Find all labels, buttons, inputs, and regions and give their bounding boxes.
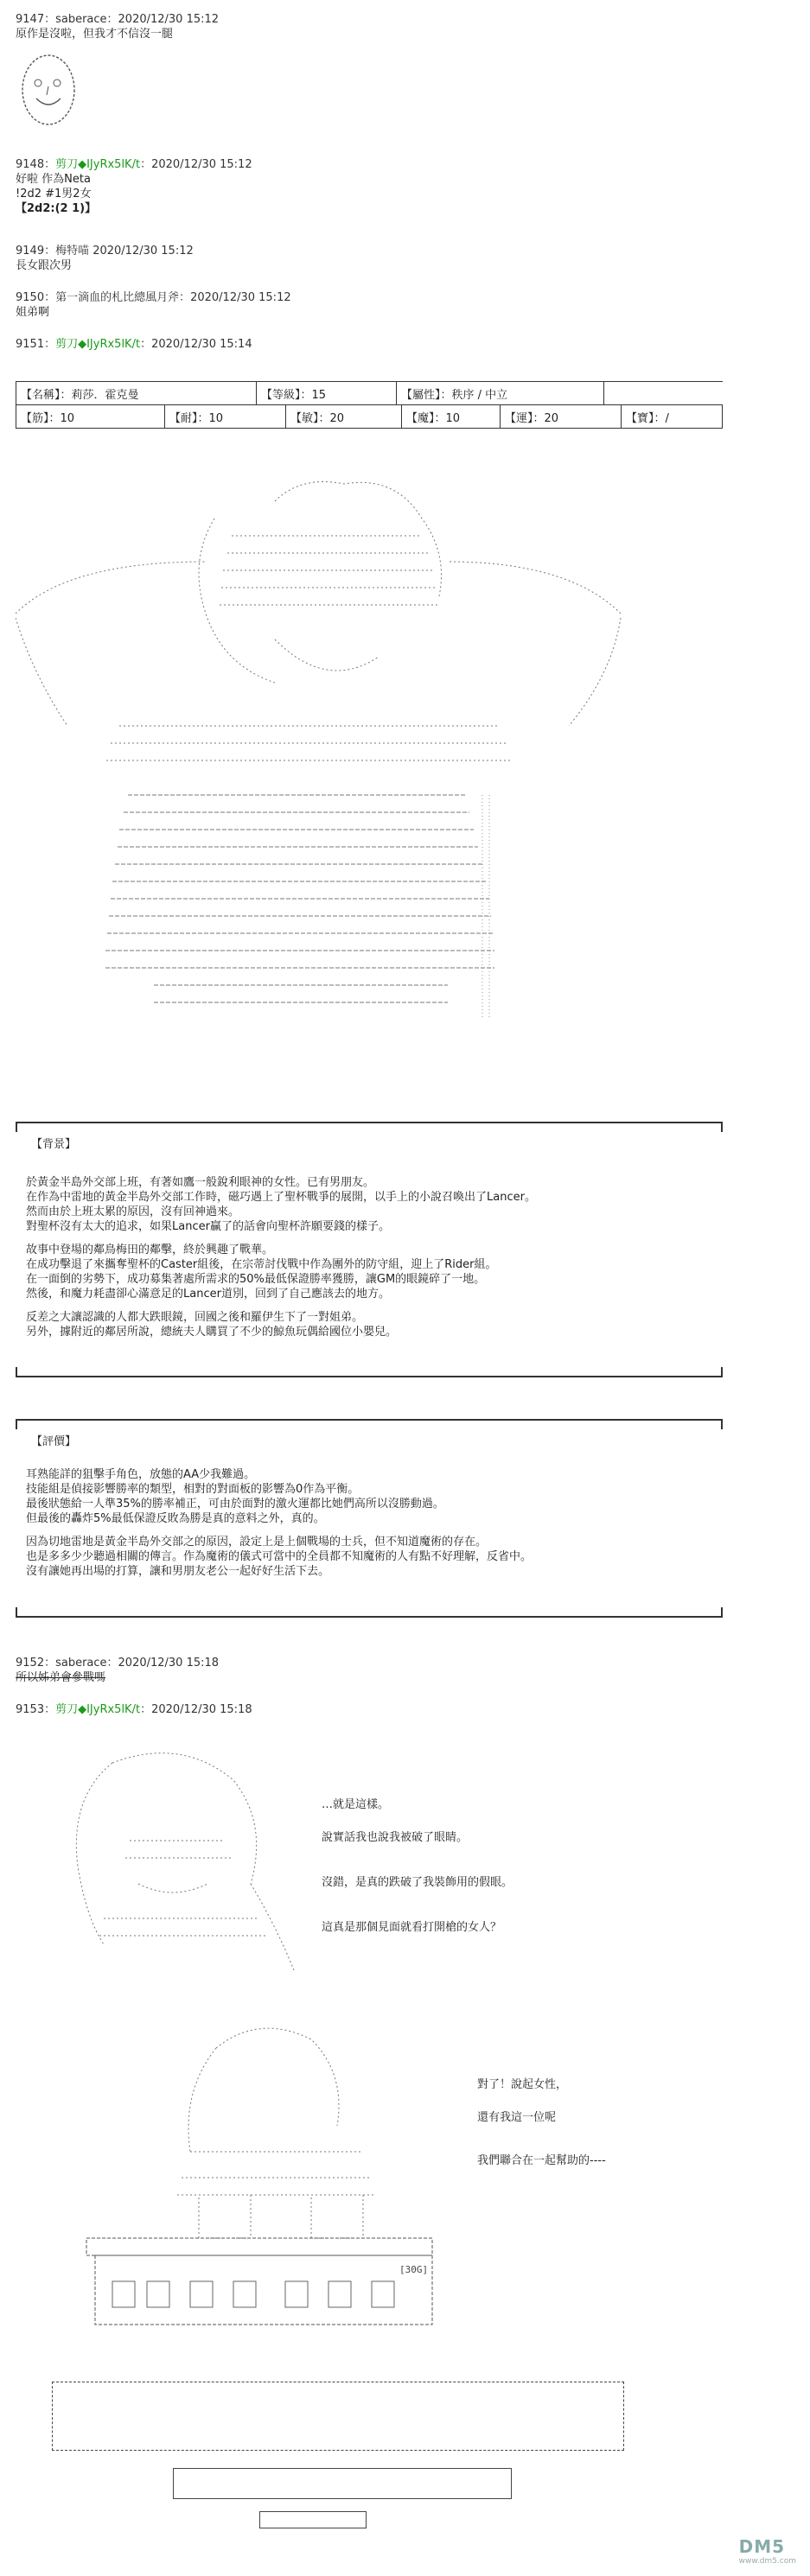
post-line: !2d2 #1男2女 (16, 188, 92, 200)
stat-alignment: 【屬性】：秩序 / 中立 (401, 389, 508, 402)
text-line: 沒有讓她再出場的打算，讓和男朋友老公一起好好生活下去。 (26, 1565, 330, 1578)
author-link[interactable]: 剪刀◆IJyRx5lK/t (55, 1703, 141, 1716)
author-link[interactable]: 剪刀◆IJyRx5lK/t (55, 158, 141, 171)
post-time: ：2020/12/30 15:14 (140, 338, 252, 351)
post-9150 (16, 290, 291, 320)
text-line: 對聖杯沒有太大的追求，如果Lancer贏了的話會向聖杯許願要錢的樣子。 (26, 1220, 390, 1233)
text-line: 但最後的轟炸5%最低保證反敗為勝是真的意料之外，真的。 (26, 1512, 325, 1525)
stat-strength: 【筋】：10 (21, 412, 75, 425)
post-line: 長女跟次男 (16, 259, 73, 272)
paragraph (26, 1535, 532, 1579)
stat-noble-phantasm: 【寶】：/ (626, 412, 669, 425)
counter-scene-art (78, 2013, 458, 2342)
text-line: 在成功擊退了來攜奪聖杯的Caster組後，在宗蒂討伐戰中作為團外的防守組，迎上了Rider組。 (26, 1258, 497, 1271)
dialog-line: 我們聯合在一起幫助的---- (477, 2154, 606, 2167)
text-line: 耳熟能詳的狙擊手角色，放態的AA少我難過。 (26, 1468, 256, 1481)
post-header (16, 1702, 252, 1717)
scene-character-art (52, 1746, 311, 1979)
stat-row-identity (16, 381, 723, 405)
character-ascii-art (16, 467, 638, 1072)
background-text (26, 1175, 536, 1348)
site-watermark (739, 2536, 796, 2566)
dialog-line: 這真是那個見面就看打開槍的女人？ (322, 1921, 502, 1934)
text-line: 於黃金半島外交部上班，有著如鷹一般銳利眼神的女性。已有男朋友。 (26, 1176, 375, 1189)
text-line: 也是多多少少聽過相關的傳言。作為魔術的儀式可當中的全員都不知魔術的人有點不好理解，反省中。 (26, 1550, 533, 1563)
paragraph (26, 1310, 536, 1339)
section-title: 【背景】 (31, 1138, 77, 1151)
post-9149 (16, 244, 194, 273)
smiling-face-art (16, 45, 80, 147)
dice-result: 【2d2:(2 1)】 (16, 202, 97, 215)
post-number: 9151： (16, 338, 56, 351)
text-line: 在一面倒的劣勢下，成功募集著處所需求的50%最低保證勝率獲勝，讓GM的眼鏡碎了一地。 (26, 1273, 486, 1286)
dialog-line: …就是這樣。 (322, 1798, 390, 1811)
review-text (26, 1467, 532, 1587)
post-number: 9153： (16, 1703, 56, 1716)
counter-tag: [30G] (399, 2264, 429, 2275)
section-title: 【評價】 (31, 1435, 77, 1448)
dialog-line: 對了！說起女性， (477, 2078, 568, 2091)
post-number: 9148： (16, 158, 56, 171)
post-9151 (16, 337, 252, 352)
watermark-site: www.dm5.com (738, 2557, 796, 2566)
post-header: 9152：saberace：2020/12/30 15:18 (16, 1657, 220, 1670)
paragraph (26, 1175, 536, 1234)
background-section (16, 1122, 723, 1377)
post-header: 9147：saberace：2020/12/30 15:12 (16, 13, 220, 26)
text-line: 技能組是偵接影響勝率的類型，相對的對面板的影響為0作為平衡。 (26, 1483, 360, 1496)
dialog-line: 還有我這一位呢 (477, 2111, 557, 2124)
post-9147 (16, 12, 219, 41)
post-9152 (16, 1656, 219, 1685)
post-header (16, 337, 252, 352)
dialog-line: 說實話我也說我被破了眼睛。 (322, 1831, 469, 1844)
post-time: ：2020/12/30 15:18 (140, 1703, 252, 1716)
post-header: 9149：梅特喵 2020/12/30 15:12 (16, 245, 194, 258)
paragraph (26, 1467, 532, 1526)
post-line: 所以姊弟會參戰嗎 (16, 1671, 106, 1684)
stat-agility: 【敏】：20 (290, 412, 345, 425)
post-time: ：2020/12/30 15:12 (140, 158, 252, 171)
watermark-brand: DM5 (738, 2536, 786, 2557)
bottom-frame-small (259, 2511, 367, 2528)
stat-magic: 【魔】：10 (406, 412, 461, 425)
text-line: 然而由於上班太累的原因，沒有回神過來。 (26, 1205, 240, 1218)
stat-level: 【等級】：15 (261, 389, 327, 402)
stat-row-parameters (16, 405, 723, 429)
text-line: 故事中登場的鄰鳥梅田的鄰擊，終於興趣了戰華。 (26, 1243, 274, 1256)
text-line: 因為切地雷地是黃金半島外交部之的原因，設定上是上個戰場的士兵，但不知道魔術的存在。 (26, 1536, 488, 1549)
stat-name: 【名稱】：莉莎．霍克曼 (21, 389, 139, 402)
post-9153 (16, 1702, 252, 1717)
post-line: 原作是沒啦，但我才不信沒一腿 (16, 28, 174, 41)
review-section (16, 1419, 723, 1618)
text-line: 最後狀態給一人準35%的勝率補正，可由於面對的激火運都比她們高所以沒勝動過。 (26, 1498, 444, 1511)
text-line: 在作為中雷地的黃金半島外交部工作時，磁巧遇上了聖杯戰爭的展開，以手上的小說召喚出了Lancer。 (26, 1191, 536, 1204)
bottom-frame-large (52, 2382, 624, 2451)
post-line: 好啦 作為Neta (16, 173, 91, 186)
text-line: 另外，據附近的鄰居所說，總統夫人購買了不少的鯨魚玩偶給國位小嬰兒。 (26, 1326, 398, 1339)
dialog-line: 沒錯，是真的跌破了我裝飾用的假眼。 (322, 1876, 513, 1889)
character-stat-table (16, 381, 723, 429)
post-9148 (16, 157, 252, 216)
paragraph (26, 1243, 536, 1301)
post-line: 姐弟啊 (16, 306, 50, 319)
text-line: 反差之大讓認識的人都大跌眼鏡，回國之後和羅伊生下了一對姐弟。 (26, 1311, 364, 1324)
author-link[interactable]: 剪刀◆IJyRx5lK/t (55, 338, 141, 351)
text-line: 然後，和魔力耗盡卻心滿意足的Lancer道別，回到了自己應該去的地方。 (26, 1288, 390, 1301)
post-header: 9150：第一滴血的札比總風月斧：2020/12/30 15:12 (16, 291, 291, 304)
stat-endurance: 【耐】：10 (169, 412, 224, 425)
post-header (16, 157, 252, 172)
stat-luck: 【運】：20 (505, 412, 559, 425)
bottom-frame-medium (173, 2468, 512, 2499)
